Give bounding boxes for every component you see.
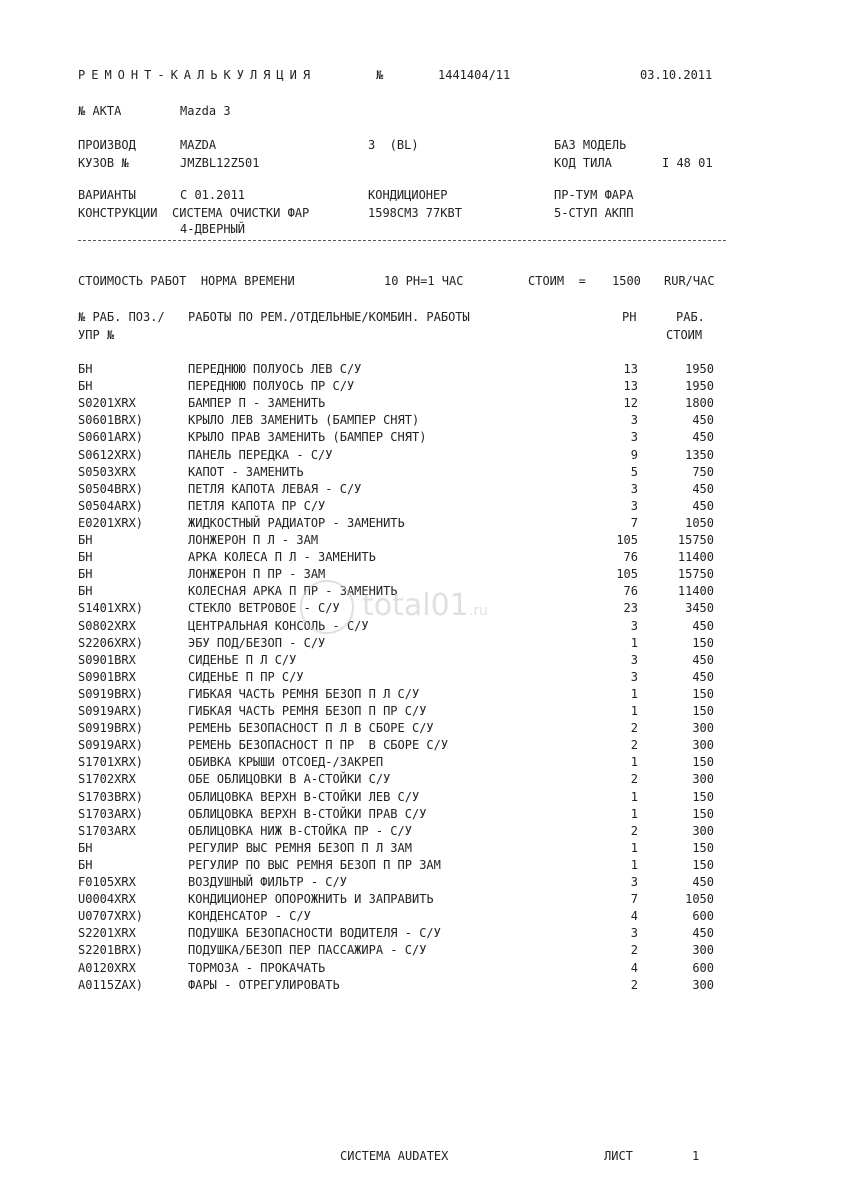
row-cost: 1050 <box>685 516 714 530</box>
row-norm-hours: 3 <box>630 430 638 444</box>
act-label: № АКТА <box>78 104 122 118</box>
row-cost: 150 <box>692 636 714 650</box>
row-description: ГИБКАЯ ЧАСТЬ РЕМНЯ БЕЗОП П Л С/У <box>188 687 420 701</box>
row-description: ОБИВКА КРЫШИ ОТСОЕД-/ЗАКРЕП <box>188 755 384 769</box>
row-norm-hours: 7 <box>630 516 638 530</box>
document-number: 1441404/11 <box>438 68 511 82</box>
rate-value: 1500 <box>612 274 641 288</box>
row-cost: 300 <box>692 943 714 957</box>
row-code: A0115ZAX) <box>78 978 144 992</box>
manufacturer-value: MAZDA <box>180 138 217 152</box>
row-description: ПЕТЛЯ КАПОТА ЛЕВАЯ - С/У <box>188 482 362 496</box>
row-cost: 300 <box>692 824 714 838</box>
row-norm-hours: 3 <box>630 413 638 427</box>
row-norm-hours: 2 <box>630 978 638 992</box>
row-description: ПОДУШКА/БЕЗОП ПЕР ПАССАЖИРА - С/У <box>188 943 427 957</box>
row-description: СИДЕНЬЕ П Л С/У <box>188 653 297 667</box>
body-value: JMZBL12Z501 <box>180 156 260 170</box>
row-code: БН <box>78 550 93 564</box>
col-pn-header: РН <box>622 310 637 324</box>
row-cost: 450 <box>692 926 714 940</box>
row-code: S2201BRX) <box>78 943 144 957</box>
row-cost: 450 <box>692 875 714 889</box>
row-description: ВОЗДУШНЫЙ ФИЛЬТР - С/У <box>188 875 347 889</box>
variant-doors: 4-ДВЕРНЫЙ <box>180 222 246 236</box>
row-description: КОЛЕСНАЯ АРКА П ПР - ЗАМЕНИТЬ <box>188 584 398 598</box>
row-cost: 450 <box>692 482 714 496</box>
row-norm-hours: 9 <box>630 448 638 462</box>
variant-transmission: 5-СТУП АКПП <box>554 206 634 220</box>
row-norm-hours: 1 <box>630 858 638 872</box>
row-norm-hours: 3 <box>630 482 638 496</box>
row-code: S0919BRX) <box>78 687 144 701</box>
row-description: РЕГУЛИР ВЫС РЕМНЯ БЕЗОП П Л ЗАМ <box>188 841 412 855</box>
col-code-header: № РАБ. ПОЗ./ <box>78 310 165 324</box>
row-description: РЕМЕНЬ БЕЗОПАСНОСТ П Л В СБОРЕ С/У <box>188 721 434 735</box>
row-description: ОБЛИЦОВКА НИЖ В-СТОЙКА ПР - С/У <box>188 824 412 838</box>
row-norm-hours: 3 <box>630 619 638 633</box>
row-norm-hours: 2 <box>630 824 638 838</box>
row-code: A0120XRX <box>78 961 136 975</box>
row-cost: 1050 <box>685 892 714 906</box>
row-cost: 450 <box>692 499 714 513</box>
norm-label: 10 РН=1 ЧАС <box>384 274 464 288</box>
row-norm-hours: 1 <box>630 704 638 718</box>
row-norm-hours: 13 <box>623 362 638 376</box>
col-cost-header-2: СТОИМ <box>666 328 703 342</box>
base-model-label: БАЗ МОДЕЛЬ <box>554 138 627 152</box>
row-norm-hours: 2 <box>630 721 638 735</box>
row-norm-hours: 3 <box>630 875 638 889</box>
row-cost: 300 <box>692 772 714 786</box>
row-code: S1703ARX) <box>78 807 144 821</box>
row-norm-hours: 105 <box>616 567 638 581</box>
row-description: ОБЛИЦОВКА ВЕРХН В-СТОЙКИ ПРАВ С/У <box>188 807 427 821</box>
row-code: S0504BRX) <box>78 482 144 496</box>
rate-label: СТОИМ = <box>528 274 586 288</box>
watermark <box>300 578 600 638</box>
row-code: F0105XRX <box>78 875 136 889</box>
type-code-value: I 48 01 <box>662 156 713 170</box>
footer-system: СИСТЕМА AUDATEX <box>340 1149 449 1163</box>
row-norm-hours: 4 <box>630 909 638 923</box>
row-description: ПЕРЕДНЮЮ ПОЛУОСЬ ПР С/У <box>188 379 355 393</box>
footer-sheet-number: 1 <box>692 1149 700 1163</box>
row-norm-hours: 76 <box>623 550 638 564</box>
row-cost: 150 <box>692 858 714 872</box>
row-norm-hours: 5 <box>630 465 638 479</box>
row-code: S1703BRX) <box>78 790 144 804</box>
variant-fog-lamp: ПР-ТУМ ФАРА <box>554 188 634 202</box>
row-norm-hours: 4 <box>630 961 638 975</box>
row-norm-hours: 3 <box>630 670 638 684</box>
watermark-text: total01.ru <box>362 588 488 623</box>
row-description: РЕМЕНЬ БЕЗОПАСНОСТ П ПР В СБОРЕ С/У <box>188 738 449 752</box>
watermark-logo-icon <box>300 580 354 634</box>
row-code: БН <box>78 584 93 598</box>
row-cost: 11400 <box>677 584 714 598</box>
row-code: БН <box>78 533 93 547</box>
row-cost: 3450 <box>685 601 714 615</box>
row-description: ЭБУ ПОД/БЕЗОП - С/У <box>188 636 326 650</box>
footer-sheet-label: ЛИСТ <box>604 1149 633 1163</box>
row-description: КРЫЛО ЛЕВ ЗАМЕНИТЬ (БАМПЕР СНЯТ) <box>188 413 420 427</box>
row-cost: 450 <box>692 430 714 444</box>
row-norm-hours: 7 <box>630 892 638 906</box>
row-norm-hours: 1 <box>630 807 638 821</box>
row-cost: 1950 <box>685 379 714 393</box>
row-description: ПЕРЕДНЮЮ ПОЛУОСЬ ЛЕВ С/У <box>188 362 362 376</box>
row-cost: 15750 <box>677 533 714 547</box>
row-description: КАПОТ - ЗАМЕНИТЬ <box>188 465 304 479</box>
row-cost: 150 <box>692 807 714 821</box>
row-code: БН <box>78 362 93 376</box>
row-cost: 600 <box>692 909 714 923</box>
type-code-label: КОД ТИЛА <box>554 156 612 170</box>
row-norm-hours: 2 <box>630 943 638 957</box>
variant-aircon: КОНДИЦИОНЕР <box>368 188 448 202</box>
row-norm-hours: 1 <box>630 636 638 650</box>
row-norm-hours: 23 <box>623 601 638 615</box>
row-cost: 600 <box>692 961 714 975</box>
row-description: ЛОНЖЕРОН П Л - ЗАМ <box>188 533 319 547</box>
row-norm-hours: 3 <box>630 926 638 940</box>
row-norm-hours: 76 <box>623 584 638 598</box>
row-code: E0201XRX) <box>78 516 144 530</box>
document-title: РЕМОНТ-КАЛЬКУЛЯЦИЯ <box>78 68 317 82</box>
row-description: РЕГУЛИР ПО ВЫС РЕМНЯ БЕЗОП П ПР ЗАМ <box>188 858 441 872</box>
row-code: S0612XRX) <box>78 448 144 462</box>
row-description: КОНДЕНСАТОР - С/У <box>188 909 311 923</box>
row-cost: 300 <box>692 721 714 735</box>
row-description: ЦЕНТРАЛЬНАЯ КОНСОЛЬ - С/У <box>188 619 369 633</box>
row-code: S0504ARX) <box>78 499 144 513</box>
row-norm-hours: 2 <box>630 772 638 786</box>
row-code: S0503XRX <box>78 465 136 479</box>
model-value: 3 (BL) <box>368 138 419 152</box>
row-code: S0919BRX) <box>78 721 144 735</box>
row-description: ПОДУШКА БЕЗОПАСНОСТИ ВОДИТЕЛЯ - С/У <box>188 926 441 940</box>
row-code: S2201XRX <box>78 926 136 940</box>
row-code: S0601BRX) <box>78 413 144 427</box>
row-description: БАМПЕР П - ЗАМЕНИТЬ <box>188 396 326 410</box>
variant-date: С 01.2011 <box>180 188 246 202</box>
row-description: ФАРЫ - ОТРЕГУЛИРОВАТЬ <box>188 978 340 992</box>
row-code: БН <box>78 567 93 581</box>
row-description: ЖИДКОСТНЫЙ РАДИАТОР - ЗАМЕНИТЬ <box>188 516 405 530</box>
row-description: ОБЛИЦОВКА ВЕРХН В-СТОЙКИ ЛЕВ С/У <box>188 790 420 804</box>
row-code: S0201XRX <box>78 396 136 410</box>
number-sign: № <box>376 68 384 82</box>
row-code: S0901BRX <box>78 670 136 684</box>
row-cost: 450 <box>692 670 714 684</box>
row-cost: 300 <box>692 738 714 752</box>
row-norm-hours: 1 <box>630 687 638 701</box>
row-code: S2206XRX) <box>78 636 144 650</box>
row-description: АРКА КОЛЕСА П Л - ЗАМЕНИТЬ <box>188 550 376 564</box>
row-description: ОБЕ ОБЛИЦОВКИ В А-СТОЙКИ С/У <box>188 772 391 786</box>
row-cost: 150 <box>692 687 714 701</box>
row-cost: 450 <box>692 619 714 633</box>
row-code: БН <box>78 379 93 393</box>
row-code: S1401XRX) <box>78 601 144 615</box>
row-code: S0901BRX <box>78 653 136 667</box>
col-cost-header: РАБ. <box>676 310 705 324</box>
row-description: ЛОНЖЕРОН П ПР - ЗАМ <box>188 567 326 581</box>
row-norm-hours: 105 <box>616 533 638 547</box>
row-norm-hours: 3 <box>630 499 638 513</box>
row-code: S1701XRX) <box>78 755 144 769</box>
row-cost: 1800 <box>685 396 714 410</box>
row-cost: 1350 <box>685 448 714 462</box>
row-norm-hours: 2 <box>630 738 638 752</box>
rate-unit: RUR/ЧАС <box>664 274 715 288</box>
row-cost: 450 <box>692 413 714 427</box>
document-date: 03.10.2011 <box>640 68 713 82</box>
row-description: ПЕТЛЯ КАПОТА ПР С/У <box>188 499 326 513</box>
variant-engine: 1598СМЗ 77КВТ <box>368 206 462 220</box>
row-description: КРЫЛО ПРАВ ЗАМЕНИТЬ (БАМПЕР СНЯТ) <box>188 430 427 444</box>
row-cost: 150 <box>692 790 714 804</box>
row-norm-hours: 12 <box>623 396 638 410</box>
col-desc-header: РАБОТЫ ПО РЕМ./ОТДЕЛЬНЫЕ/КОМБИН. РАБОТЫ <box>188 310 470 324</box>
row-cost: 150 <box>692 704 714 718</box>
divider <box>78 240 726 241</box>
row-norm-hours: 1 <box>630 790 638 804</box>
row-code: БН <box>78 841 93 855</box>
row-code: S0802XRX <box>78 619 136 633</box>
row-description: ГИБКАЯ ЧАСТЬ РЕМНЯ БЕЗОП П ПР С/У <box>188 704 427 718</box>
row-norm-hours: 3 <box>630 653 638 667</box>
row-description: ТОРМОЗА - ПРОКАЧАТЬ <box>188 961 326 975</box>
row-cost: 11400 <box>677 550 714 564</box>
row-norm-hours: 13 <box>623 379 638 393</box>
row-code: S0601ARX) <box>78 430 144 444</box>
row-description: СТЕКЛО ВЕТРОВОЕ - С/У <box>188 601 340 615</box>
variants-label: ВАРИАНТЫ <box>78 188 136 202</box>
row-cost: 300 <box>692 978 714 992</box>
row-cost: 150 <box>692 755 714 769</box>
variant-headlamp-washer: СИСТЕМА ОЧИСТКИ ФАР <box>172 206 310 220</box>
row-cost: 15750 <box>677 567 714 581</box>
row-description: ПАНЕЛЬ ПЕРЕДКА - С/У <box>188 448 333 462</box>
row-code: S0919ARX) <box>78 704 144 718</box>
row-description: СИДЕНЬЕ П ПР С/У <box>188 670 304 684</box>
row-cost: 750 <box>692 465 714 479</box>
row-norm-hours: 1 <box>630 841 638 855</box>
row-code: БН <box>78 858 93 872</box>
row-cost: 1950 <box>685 362 714 376</box>
row-cost: 450 <box>692 653 714 667</box>
body-label: КУЗОВ № <box>78 156 129 170</box>
row-code: U0707XRX) <box>78 909 144 923</box>
row-norm-hours: 1 <box>630 755 638 769</box>
act-value: Mazda 3 <box>180 104 231 118</box>
row-code: S0919ARX) <box>78 738 144 752</box>
row-cost: 150 <box>692 841 714 855</box>
row-code: S1703ARX <box>78 824 136 838</box>
construction-label: КОНСТРУКЦИИ <box>78 206 158 220</box>
row-description: КОНДИЦИОНЕР ОПОРОЖНИТЬ И ЗАПРАВИТЬ <box>188 892 434 906</box>
row-code: S1702XRX <box>78 772 136 786</box>
col-code-header-2: УПР № <box>78 328 115 342</box>
row-code: U0004XRX <box>78 892 136 906</box>
cost-label: СТОИМОСТЬ РАБОТ НОРМА ВРЕМЕНИ <box>78 274 295 288</box>
manufacturer-label: ПРОИЗВОД <box>78 138 136 152</box>
